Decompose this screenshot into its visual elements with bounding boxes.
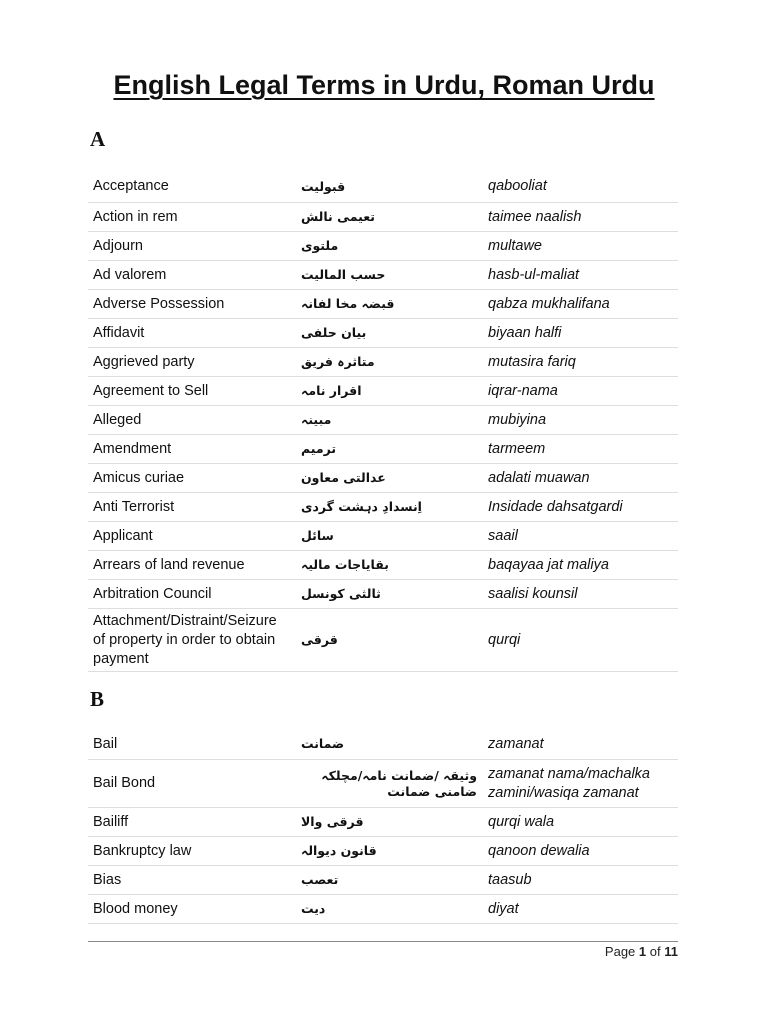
english-term bbox=[88, 232, 289, 260]
urdu-term-text: بقایاجات مالیہ bbox=[301, 557, 389, 572]
roman-urdu-term bbox=[477, 493, 678, 521]
table-row bbox=[88, 580, 678, 609]
urdu-term-text: قبولیت bbox=[301, 178, 346, 194]
roman-urdu-term-text: hasb-ul-maliat bbox=[488, 266, 580, 283]
english-term-text: Action in rem bbox=[93, 208, 178, 225]
roman-urdu-term-text: taasub bbox=[488, 871, 532, 888]
section-letter-a: A bbox=[90, 127, 106, 151]
urdu-term bbox=[289, 837, 477, 865]
english-term bbox=[88, 319, 289, 347]
roman-urdu-term bbox=[477, 232, 678, 260]
table-row bbox=[88, 808, 678, 837]
english-term bbox=[88, 348, 289, 376]
table-row bbox=[88, 760, 678, 808]
table-row bbox=[88, 866, 678, 895]
roman-urdu-term bbox=[477, 551, 678, 579]
english-term-text: Applicant bbox=[93, 527, 153, 544]
urdu-term bbox=[289, 203, 477, 231]
english-term-text: Agreement to Sell bbox=[93, 382, 209, 399]
english-term-text: Arrears of land revenue bbox=[93, 556, 245, 573]
urdu-term-text: تعیمی نالش bbox=[301, 209, 375, 224]
roman-urdu-term bbox=[477, 464, 678, 492]
roman-urdu-term-text: iqrar-nama bbox=[488, 382, 558, 399]
roman-urdu-term-text: multawe bbox=[488, 237, 542, 254]
table-row bbox=[88, 377, 678, 406]
urdu-term-text: مبینہ bbox=[301, 412, 332, 427]
english-term-text: Anti Terrorist bbox=[93, 498, 175, 515]
urdu-term-text: قانون دیوالہ bbox=[301, 843, 377, 858]
roman-urdu-term bbox=[477, 203, 678, 231]
roman-urdu-term bbox=[477, 866, 678, 894]
roman-urdu-term-text: saail bbox=[488, 527, 518, 544]
of-label: of bbox=[649, 944, 661, 959]
roman-urdu-term-text: zamanat bbox=[488, 735, 544, 752]
roman-urdu-term bbox=[477, 522, 678, 550]
english-term-text: Bankruptcy law bbox=[93, 842, 192, 859]
english-term bbox=[88, 837, 289, 865]
english-term-text: Alleged bbox=[93, 411, 142, 428]
table-row bbox=[88, 171, 678, 203]
roman-urdu-term bbox=[477, 319, 678, 347]
urdu-term-text: قرقی bbox=[301, 632, 338, 647]
english-term-text: Aggrieved party bbox=[93, 353, 195, 370]
english-term-text: Adverse Possession bbox=[93, 295, 225, 312]
urdu-term bbox=[289, 232, 477, 260]
roman-urdu-term-text: diyat bbox=[488, 900, 519, 917]
english-term bbox=[88, 580, 289, 608]
section-letter-b: B bbox=[90, 687, 105, 711]
urdu-term bbox=[289, 580, 477, 608]
roman-urdu-term bbox=[477, 348, 678, 376]
urdu-term-text: اقرار نامہ bbox=[301, 383, 362, 398]
roman-urdu-term-text: mutasira fariq bbox=[488, 353, 576, 370]
english-term-text: Bias bbox=[93, 871, 122, 888]
english-term-text: Blood money bbox=[93, 900, 178, 917]
urdu-term bbox=[289, 729, 477, 759]
table-row bbox=[88, 232, 678, 261]
urdu-term-text: تعصب bbox=[301, 872, 339, 887]
roman-urdu-term bbox=[477, 580, 678, 608]
table-row bbox=[88, 435, 678, 464]
urdu-term bbox=[289, 866, 477, 894]
roman-urdu-term bbox=[477, 435, 678, 463]
english-term-text: Bail Bond bbox=[93, 775, 156, 791]
roman-urdu-term-text: mubiyina bbox=[488, 411, 547, 428]
urdu-term bbox=[289, 760, 477, 807]
urdu-term bbox=[289, 609, 477, 671]
urdu-term-text: متاثرہ فریق bbox=[301, 354, 375, 369]
roman-urdu-term bbox=[477, 808, 678, 836]
english-term bbox=[88, 435, 289, 463]
english-term bbox=[88, 551, 289, 579]
roman-urdu-term bbox=[477, 729, 678, 759]
urdu-term-text: قرقی والا bbox=[301, 814, 364, 829]
page-label: Page bbox=[604, 944, 636, 959]
table-row bbox=[88, 609, 678, 672]
urdu-term bbox=[289, 319, 477, 347]
table-row bbox=[88, 290, 678, 319]
english-term bbox=[88, 760, 289, 807]
page-number: 1 bbox=[638, 944, 647, 959]
english-term-text: Amicus curiae bbox=[93, 469, 185, 486]
english-term-text: Adjourn bbox=[93, 237, 143, 254]
roman-urdu-term-text: qabza mukhalifana bbox=[488, 295, 610, 312]
urdu-term-text: ضمانت bbox=[301, 736, 345, 751]
english-term bbox=[88, 171, 289, 202]
terms-table-b bbox=[88, 729, 678, 924]
page-total: 11 bbox=[664, 944, 678, 959]
roman-urdu-term-text: taimee naalish bbox=[488, 208, 582, 225]
urdu-term bbox=[289, 348, 477, 376]
roman-urdu-term bbox=[477, 760, 678, 807]
urdu-term-text: قبضہ مخا لفانہ bbox=[301, 296, 395, 311]
urdu-term bbox=[289, 522, 477, 550]
urdu-term-text: دیت bbox=[301, 901, 326, 916]
english-term bbox=[88, 522, 289, 550]
table-row bbox=[88, 493, 678, 522]
english-term bbox=[88, 290, 289, 318]
urdu-term-text: حسب المالیت bbox=[301, 267, 386, 282]
urdu-term-text: ملتوی bbox=[301, 238, 339, 253]
table-row bbox=[88, 522, 678, 551]
roman-urdu-term-text: baqayaa jat maliya bbox=[488, 556, 609, 573]
english-term-text: Ad valorem bbox=[93, 266, 167, 283]
english-term bbox=[88, 493, 289, 521]
urdu-term-text: ثالثی کونسل bbox=[301, 586, 381, 601]
urdu-term bbox=[289, 464, 477, 492]
footer-divider bbox=[88, 941, 678, 942]
urdu-term bbox=[289, 435, 477, 463]
english-term-text: Arbitration Council bbox=[93, 585, 212, 602]
english-term-text: Acceptance bbox=[93, 178, 169, 194]
table-row bbox=[88, 729, 678, 760]
urdu-term-text: سائل bbox=[301, 528, 334, 543]
table-row bbox=[88, 348, 678, 377]
english-term-text: Bailiff bbox=[93, 813, 129, 830]
roman-urdu-term bbox=[477, 171, 678, 202]
table-row bbox=[88, 464, 678, 493]
roman-urdu-term-text: tarmeem bbox=[488, 440, 546, 457]
urdu-term bbox=[289, 808, 477, 836]
english-term bbox=[88, 895, 289, 923]
english-term-text: Affidavit bbox=[93, 324, 145, 341]
page-footer bbox=[605, 944, 678, 959]
roman-urdu-term bbox=[477, 377, 678, 405]
roman-urdu-term-text: zamanat nama/machalka zamini/wasiqa zamanat bbox=[488, 765, 650, 801]
page-title: English Legal Terms in Urdu, Roman Urdu bbox=[113, 70, 655, 100]
urdu-term-text: اِنسدادِ دہشت گردی bbox=[301, 499, 422, 514]
urdu-term bbox=[289, 290, 477, 318]
urdu-term bbox=[289, 493, 477, 521]
table-row bbox=[88, 261, 678, 290]
roman-urdu-term bbox=[477, 609, 678, 671]
table-row bbox=[88, 319, 678, 348]
english-term-text: Bail bbox=[93, 735, 118, 752]
english-term bbox=[88, 609, 289, 671]
urdu-term bbox=[289, 895, 477, 923]
roman-urdu-term-text: qanoon dewalia bbox=[488, 842, 590, 859]
english-term bbox=[88, 464, 289, 492]
table-row bbox=[88, 895, 678, 924]
english-term-text: Attachment/Distraint/Seizure of property in order to obtain payment bbox=[93, 612, 277, 667]
urdu-term bbox=[289, 551, 477, 579]
urdu-term bbox=[289, 171, 477, 202]
urdu-term bbox=[289, 261, 477, 289]
table-row bbox=[88, 551, 678, 580]
roman-urdu-term-text: qabooliat bbox=[488, 178, 547, 194]
urdu-term bbox=[289, 406, 477, 434]
roman-urdu-term-text: qurqi wala bbox=[488, 813, 555, 830]
english-term bbox=[88, 203, 289, 231]
urdu-term-text: ترمیم bbox=[301, 441, 337, 456]
roman-urdu-term-text: adalati muawan bbox=[488, 469, 590, 486]
english-term bbox=[88, 866, 289, 894]
english-term bbox=[88, 808, 289, 836]
table-row bbox=[88, 837, 678, 866]
roman-urdu-term-text: biyaan halfi bbox=[488, 324, 562, 341]
roman-urdu-term bbox=[477, 406, 678, 434]
roman-urdu-term-text: qurqi bbox=[488, 631, 521, 648]
roman-urdu-term bbox=[477, 837, 678, 865]
roman-urdu-term-text: saalisi kounsil bbox=[488, 585, 578, 602]
urdu-term-text: بیان حلفی bbox=[301, 325, 367, 340]
english-term bbox=[88, 261, 289, 289]
english-term-text: Amendment bbox=[93, 440, 172, 457]
table-row bbox=[88, 406, 678, 435]
urdu-term-text: وثیقہ /ضمانت نامہ/مچلکہ ضامنی ضمانت bbox=[321, 767, 477, 799]
english-term bbox=[88, 406, 289, 434]
english-term bbox=[88, 377, 289, 405]
urdu-term-text: عدالتی معاون bbox=[301, 470, 386, 485]
urdu-term bbox=[289, 377, 477, 405]
terms-table-a bbox=[88, 171, 678, 672]
roman-urdu-term-text: Insidade dahsatgardi bbox=[488, 498, 623, 515]
roman-urdu-term bbox=[477, 261, 678, 289]
roman-urdu-term bbox=[477, 290, 678, 318]
english-term bbox=[88, 729, 289, 759]
roman-urdu-term bbox=[477, 895, 678, 923]
table-row bbox=[88, 203, 678, 232]
